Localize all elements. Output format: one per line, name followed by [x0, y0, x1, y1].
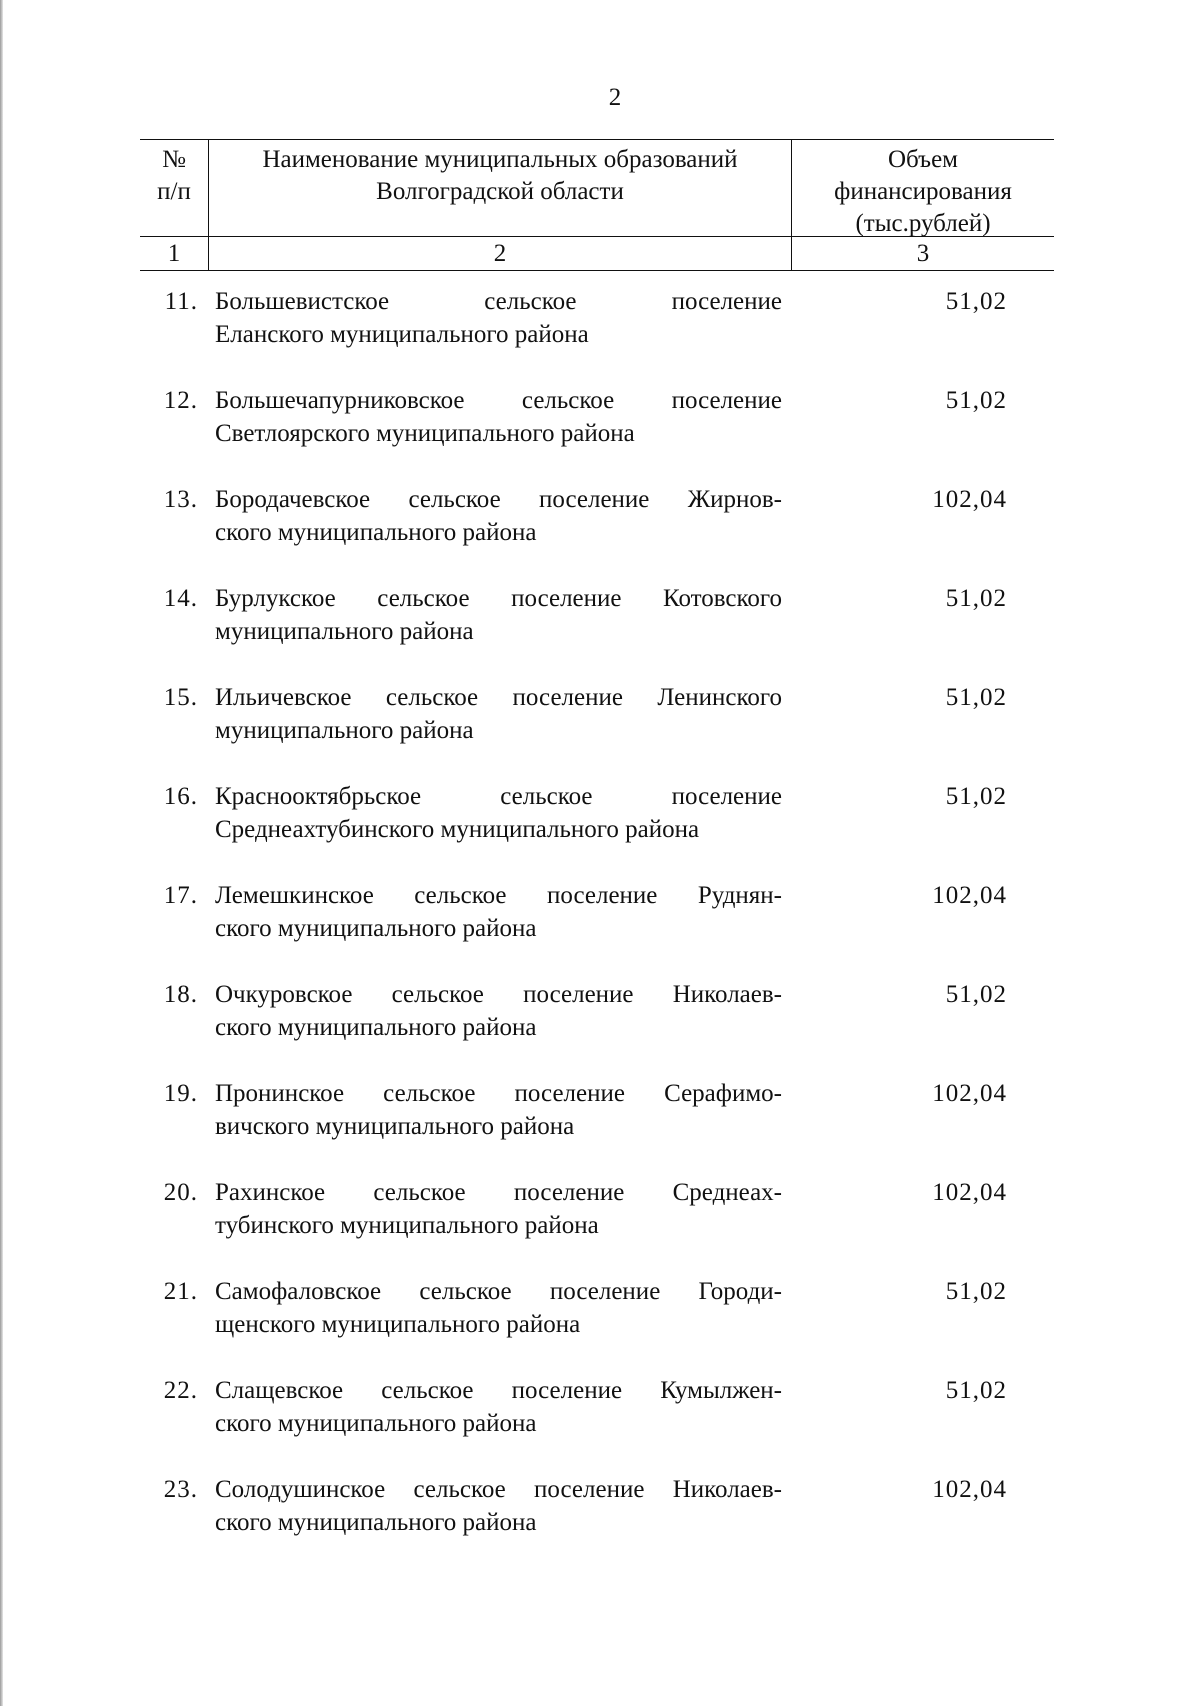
- table-row: [140, 1077, 1054, 1176]
- row-number: 20.: [163, 1179, 198, 1206]
- column-number: 3: [916, 240, 930, 267]
- table-row: [140, 1275, 1054, 1374]
- table-body: [140, 285, 1054, 1572]
- row-amount: 102,04: [932, 882, 1007, 909]
- row-amount: 102,04: [932, 486, 1007, 513]
- table-header: [140, 139, 1054, 271]
- row-name-line: ского муниципального района: [215, 915, 537, 942]
- row-name-line: Большевистское сельское поселение: [215, 288, 782, 315]
- row-name: [208, 879, 790, 978]
- row-number: 22.: [163, 1377, 198, 1404]
- row-name-line: Большечапурниковское сельское поселение: [215, 387, 782, 414]
- row-name: [208, 1275, 790, 1374]
- row-number: 16.: [163, 783, 198, 810]
- row-name-line: щенского муниципального района: [215, 1311, 581, 1338]
- row-name-line: Бородачевское сельское поселение Жирнов-: [215, 486, 782, 513]
- row-amount: 51,02: [945, 1377, 1007, 1404]
- table-row: [140, 978, 1054, 1077]
- row-number: 21.: [163, 1278, 198, 1305]
- header-number-line: №: [162, 146, 186, 173]
- header-row: [140, 139, 1054, 236]
- row-name-line: Еланского муниципального района: [215, 321, 589, 348]
- row-name: [208, 582, 790, 681]
- row-number: 17.: [163, 882, 198, 909]
- row-amount: 51,02: [945, 783, 1007, 810]
- page-number: 2: [608, 84, 622, 111]
- row-amount: 51,02: [945, 684, 1007, 711]
- row-name-line: Бурлукское сельское поселение Котовского: [215, 585, 782, 612]
- row-number: 18.: [163, 981, 198, 1008]
- row-name: [208, 978, 790, 1077]
- header-name-line: Наименование муниципальных образований: [262, 146, 738, 173]
- header-amount-line: (тыс.рублей): [855, 210, 991, 237]
- row-name-line: Рахинское сельское поселение Среднеах-: [215, 1179, 782, 1206]
- header-amount-line: финансирования: [834, 178, 1012, 205]
- row-name: [208, 1473, 790, 1572]
- table-row: [140, 1473, 1054, 1572]
- row-name-line: Солодушинское сельское поселение Николаев-: [215, 1476, 782, 1503]
- table-row: [140, 285, 1054, 384]
- row-number: 11.: [164, 288, 198, 315]
- column-numbers-row: [140, 236, 1054, 271]
- table-row: [140, 384, 1054, 483]
- row-number: 23.: [163, 1476, 198, 1503]
- row-name-line: ского муниципального района: [215, 1410, 537, 1437]
- table-row: [140, 483, 1054, 582]
- row-name: [208, 780, 790, 879]
- row-name: [208, 1077, 790, 1176]
- row-name-line: муниципального района: [215, 618, 474, 645]
- row-name-line: Самофаловское сельское поселение Городи-: [215, 1278, 782, 1305]
- row-name: [208, 285, 790, 384]
- table-row: [140, 681, 1054, 780]
- column-number: 2: [208, 237, 792, 270]
- row-name-line: ского муниципального района: [215, 519, 537, 546]
- row-name-line: Краснооктябрьское сельское поселение: [215, 783, 782, 810]
- row-amount: 51,02: [945, 1278, 1007, 1305]
- row-name-line: Пронинское сельское поселение Серафимо-: [215, 1080, 782, 1107]
- row-name: [208, 483, 790, 582]
- table-row: [140, 582, 1054, 681]
- row-name-line: тубинского муниципального района: [215, 1212, 599, 1239]
- row-number: 19.: [163, 1080, 198, 1107]
- row-name-line: Среднеахтубинского муниципального района: [215, 816, 700, 843]
- row-amount: 51,02: [945, 288, 1007, 315]
- header-name-cell: [208, 140, 792, 236]
- row-name: [208, 1374, 790, 1473]
- row-amount: 51,02: [945, 585, 1007, 612]
- row-number: 14.: [163, 585, 198, 612]
- row-amount: 102,04: [932, 1179, 1007, 1206]
- header-number-cell: [140, 140, 208, 236]
- header-amount-line: Объем: [888, 146, 958, 173]
- row-amount: 51,02: [945, 981, 1007, 1008]
- row-amount: 102,04: [932, 1080, 1007, 1107]
- row-name-line: муниципального района: [215, 717, 474, 744]
- row-name-line: ского муниципального района: [215, 1509, 537, 1536]
- row-name-line: Ильичевское сельское поселение Ленинского: [215, 684, 782, 711]
- row-name-line: ского муниципального района: [215, 1014, 537, 1041]
- row-name-line: Слащевское сельское поселение Кумылжен-: [215, 1377, 782, 1404]
- scan-edge: [0, 0, 3, 1706]
- table-row: [140, 1176, 1054, 1275]
- row-number: 12.: [163, 387, 198, 414]
- header-name-line: Волгоградской области: [376, 178, 624, 205]
- row-name: [208, 384, 790, 483]
- row-name-line: Лемешкинское сельское поселение Руднян-: [215, 882, 782, 909]
- row-amount: 51,02: [945, 387, 1007, 414]
- header-number-line: п/п: [157, 178, 191, 205]
- row-name-line: Светлоярского муниципального района: [215, 420, 635, 447]
- row-amount: 102,04: [932, 1476, 1007, 1503]
- row-number: 15.: [163, 684, 198, 711]
- row-name: [208, 1176, 790, 1275]
- table-row: [140, 879, 1054, 978]
- column-number: 1: [167, 240, 181, 267]
- table-row: [140, 1374, 1054, 1473]
- table-row: [140, 780, 1054, 879]
- row-name-line: вичского муниципального района: [215, 1113, 575, 1140]
- row-number: 13.: [163, 486, 198, 513]
- row-name-line: Очкуровское сельское поселение Николаев-: [215, 981, 782, 1008]
- row-name: [208, 681, 790, 780]
- header-amount-cell: [792, 140, 1054, 236]
